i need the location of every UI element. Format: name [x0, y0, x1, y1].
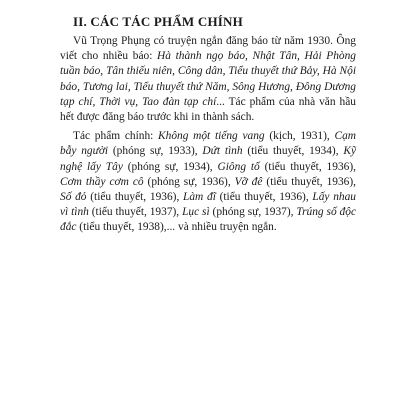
body-text: Vũ Trọng Phụng có truyện ngắn đăng báo từ năm 1930. Ông viết cho nhiều báo: — [60, 35, 356, 63]
body-text: (tiểu thuyết, 1938),... và nhiều truyện ngắn. — [76, 221, 277, 234]
document-page — [60, 14, 356, 240]
body-text: (tiểu thuyết, 1937), — [88, 206, 183, 219]
italic-title-text: Trúng số độc đắc — [60, 206, 357, 234]
italic-title-text: Lấy nhau vì tình — [60, 191, 356, 219]
body-text: (phóng sự, 1933), — [108, 145, 203, 158]
body-text: (tiểu thuyết, 1934), — [242, 145, 344, 158]
italic-title-text: Cạm bẫy người — [60, 130, 356, 158]
italic-title-text: Vỡ đê — [234, 175, 263, 188]
body-text: (phóng sự, 1937), — [209, 206, 297, 219]
section-heading: II. CÁC TÁC PHẨM CHÍNH — [73, 14, 243, 29]
body-text: (tiểu thuyết, 1936), — [259, 160, 356, 173]
italic-title-text: Không một tiếng vang — [158, 130, 265, 143]
body-text: (tiểu thuyết, 1936), — [86, 191, 184, 204]
body-text: Tác phẩm chính: — [73, 130, 159, 143]
body-text: (tiểu thuyết, 1936), — [215, 191, 313, 204]
body-text: (tiểu thuyết, 1936), — [262, 175, 356, 188]
body-text: (kịch, 1931), — [264, 130, 335, 143]
italic-title-text: Lục sì — [182, 206, 210, 219]
italic-title-text: Giông tố — [217, 160, 260, 173]
italic-title-text: Làm đĩ — [183, 191, 216, 204]
body-text: (phóng sự, 1936), — [143, 175, 235, 188]
paragraph-major-works — [60, 129, 356, 235]
body-text: (phóng sự, 1934), — [122, 160, 218, 173]
italic-title-text: Hà thành ngọ báo, Nhật Tân, Hải Phòng tuần báo, Tân thiếu niên, Công dân, Tiểu thuyết thứ Bảy, Hà Nội báo, Tương lai, Tiểu thuyết thứ Năm, Sông Hương, Đông Dương tạp chí, Thời vụ, Tao đàn tạp chí — [60, 50, 356, 108]
italic-title-text: Dứt tình — [202, 145, 243, 158]
italic-title-text: Kỹ nghệ lấy Tây — [60, 145, 356, 173]
body-text: ... Tác phẩm của nhà văn hầu hết được đăng báo trước khi in thành sách. — [60, 95, 356, 124]
italic-title-text: Số đỏ — [60, 191, 87, 204]
italic-title-text: Cơm thầy cơm cô — [60, 175, 144, 188]
paragraph-newspapers — [60, 34, 356, 125]
